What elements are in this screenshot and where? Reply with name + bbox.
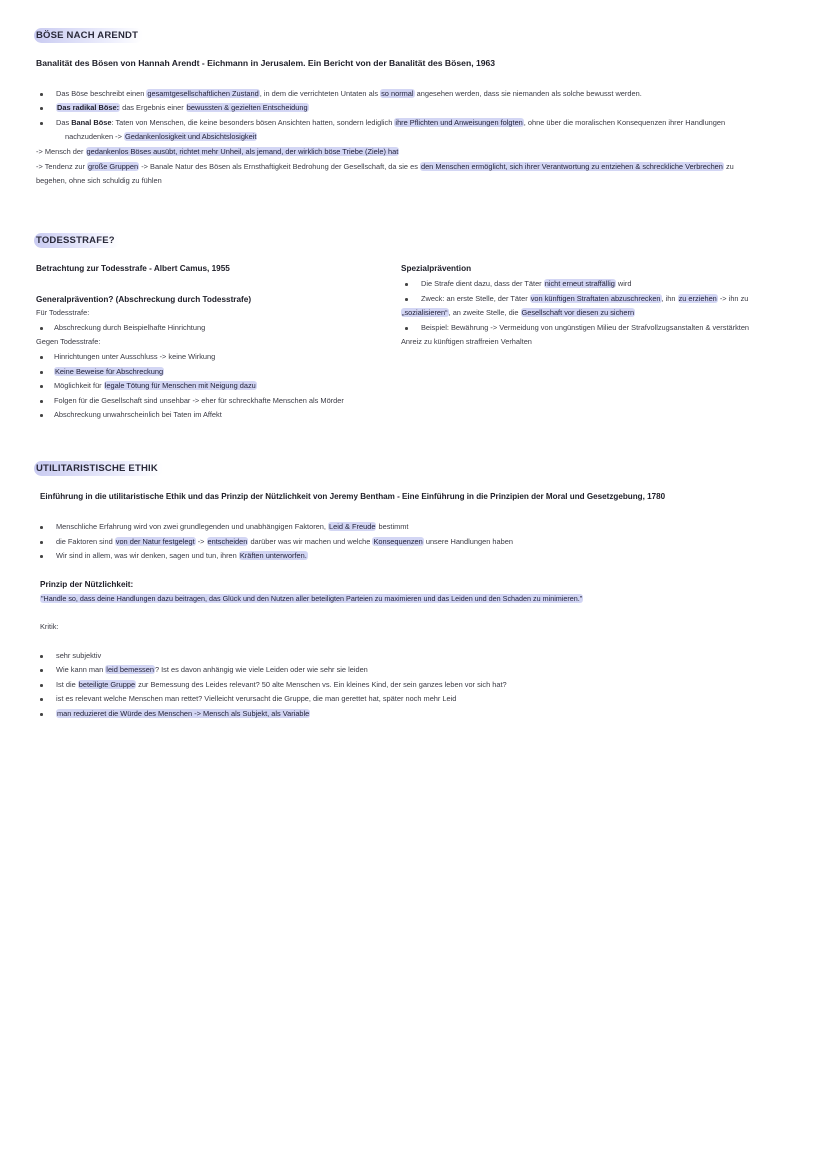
- general-praevention-title: Generalprävention? (Abschreckung durch Todesstrafe): [36, 295, 252, 304]
- kritik-item-4: ist es relevant welche Menschen man rettet? Vielleicht verursacht die Gruppe, die man gerettet hat, später noch mehr Leid: [56, 694, 457, 703]
- prinzip-quote: "Handle so, dass deine Handlungen dazu beitragen, das Glück und den Nutzen aller beteiligten Parteien zu maximieren und das Leiden und den Schaden zu minimieren.": [41, 594, 583, 603]
- util-item-2: die Faktoren sind von der Natur festgelegt -> entscheiden darüber was wir machen und welche Konsequenzen unsere Handlungen haben: [56, 537, 513, 546]
- gegen-label: Gegen Todesstrafe:: [36, 337, 101, 346]
- section-title-todesstrafe: TODESSTRAFE?: [34, 233, 120, 248]
- prinzip-title: Prinzip der Nützlichkeit:: [40, 580, 134, 589]
- gegen-item-3: Möglichkeit für legale Tötung für Menschen mit Neigung dazu: [54, 381, 256, 390]
- kritik-item-1: sehr subjektiv: [56, 651, 102, 660]
- util-item-1: Menschliche Erfahrung wird von zwei grundlegenden und unabhängigen Faktoren, Leid & Freude bestimmt: [56, 522, 409, 531]
- source-camus: Betrachtung zur Todesstrafe - Albert Camus, 1955: [36, 264, 230, 273]
- spezial-praevention-title: Spezialprävention: [401, 264, 472, 273]
- arendt-point-2: Das radikal Böse: das Ergebnis einer bewussten & gezielten Entscheidung: [57, 103, 308, 112]
- spezial-item-2: Zweck: an erste Stelle, der Täter von künftigen Straftaten abzuschrecken, ihn zu erziehen -> ihn zu: [421, 294, 749, 303]
- spezial-item-3-cont: Anreiz zu künftigen straffreien Verhalten: [401, 337, 532, 346]
- fuer-item: Abschreckung durch Beispielhafte Hinrichtung: [54, 323, 206, 332]
- bullet-dot: [40, 356, 43, 359]
- fuer-label: Für Todesstrafe:: [36, 308, 90, 317]
- bullet-dot: [40, 541, 43, 544]
- bullet-dot: [40, 698, 43, 701]
- section-title-arendt: BÖSE NACH ARENDT: [34, 28, 143, 43]
- bullet-dot: [40, 414, 43, 417]
- bullet-dot: [405, 298, 408, 301]
- arendt-point-3-cont: nachzudenken -> Gedankenlosigkeit und Absichtslosigkeit: [65, 132, 257, 141]
- spezial-item-2-cont: „sozialisieren“, an zweite Stelle, die Gesellschaft vor diesen zu sichern: [402, 308, 635, 317]
- arendt-arrow-2-cont: begehen, ohne sich schuldig zu fühlen: [36, 176, 162, 185]
- gegen-item-1: Hinrichtungen unter Ausschluss -> keine Wirkung: [54, 352, 216, 361]
- bullet-dot: [40, 371, 43, 374]
- bullet-dot: [40, 669, 43, 672]
- bullet-dot: [40, 122, 43, 125]
- arendt-arrow-2: -> Tendenz zur große Gruppen -> Banale Natur des Bösen als Ernsthaftigkeit Bedrohung der Gesellschaft, da sie es den Menschen ermöglicht, sich ihrer Verantwortung zu entziehen & schreckliche Verbrechen zu: [36, 162, 734, 171]
- bullet-dot: [40, 93, 43, 96]
- kritik-item-2: Wie kann man leid bemessen? Ist es davon anhängig wie viele Leiden oder wie sehr sie leiden: [56, 665, 368, 674]
- bullet-dot: [40, 400, 43, 403]
- spezial-item-3: Beispiel: Bewährung -> Vermeidung von ungünstigen Milieu der Strafvollzugsanstalten & verstärkten: [421, 323, 750, 332]
- bullet-dot: [40, 713, 43, 716]
- bullet-dot: [40, 107, 43, 110]
- bullet-dot: [405, 283, 408, 286]
- section-title-utilitarismus: UTILITARISTISCHE ETHIK: [34, 461, 163, 476]
- bullet-dot: [40, 555, 43, 558]
- kritik-item-5: man reduzieret die Würde des Menschen -> Mensch als Subjekt, als Variable: [57, 709, 310, 718]
- kritik-label: Kritik:: [40, 622, 59, 631]
- gegen-item-2: Keine Beweise für Abschreckung: [55, 367, 164, 376]
- kritik-item-3: Ist die beteiligte Gruppe zur Bemessung des Leides relevant? 50 alte Menschen vs. Ein kleines Kind, der sein ganzes leben vor sich hat?: [56, 680, 507, 689]
- util-item-3: Wir sind in allem, was wir denken, sagen und tun, ihren Kräften unterworfen.: [56, 551, 307, 560]
- spezial-item-1: Die Strafe dient dazu, dass der Täter nicht erneut straffällig wird: [421, 279, 632, 288]
- bullet-dot: [40, 385, 43, 388]
- source-bentham: Einführung in die utilitaristische Ethik und das Prinzip der Nützlichkeit von Jeremy Bentham - Eine Einführung in die Prinzipien der Moral und Gesetzgebung, 1780: [40, 492, 666, 501]
- arendt-arrow-1: -> Mensch der gedankenlos Böses ausübt, richtet mehr Unheil, als jemand, der wirklich böse Triebe (Ziele) hat: [36, 147, 399, 156]
- bullet-dot: [40, 655, 43, 658]
- bullet-dot: [40, 526, 43, 529]
- bullet-dot: [40, 684, 43, 687]
- source-arendt: Banalität des Bösen von Hannah Arendt - Eichmann in Jerusalem. Ein Bericht von der Banalität des Bösen, 1963: [36, 58, 496, 68]
- gegen-item-5: Abschreckung unwahrscheinlich bei Taten im Affekt: [54, 410, 222, 419]
- bullet-dot: [40, 327, 43, 330]
- gegen-item-4: Folgen für die Gesellschaft sind unsehbar -> eher für schreckhafte Menschen als Mörder: [54, 396, 344, 405]
- arendt-point-3: Das Banal Böse: Taten von Menschen, die keine besonders bösen Ansichten hatten, sondern lediglich ihre Pflichten und Anweisungen folgten, ohne über die moralischen Konsequenzen ihrer Handlungen: [56, 118, 726, 127]
- bullet-dot: [405, 327, 408, 330]
- arendt-point-1: Das Böse beschreibt einen gesamtgesellschaftlichen Zustand, in dem die verrichteten Untaten als so normal angesehen werden, dass sie niemanden als solche bewusst werden.: [56, 89, 642, 98]
